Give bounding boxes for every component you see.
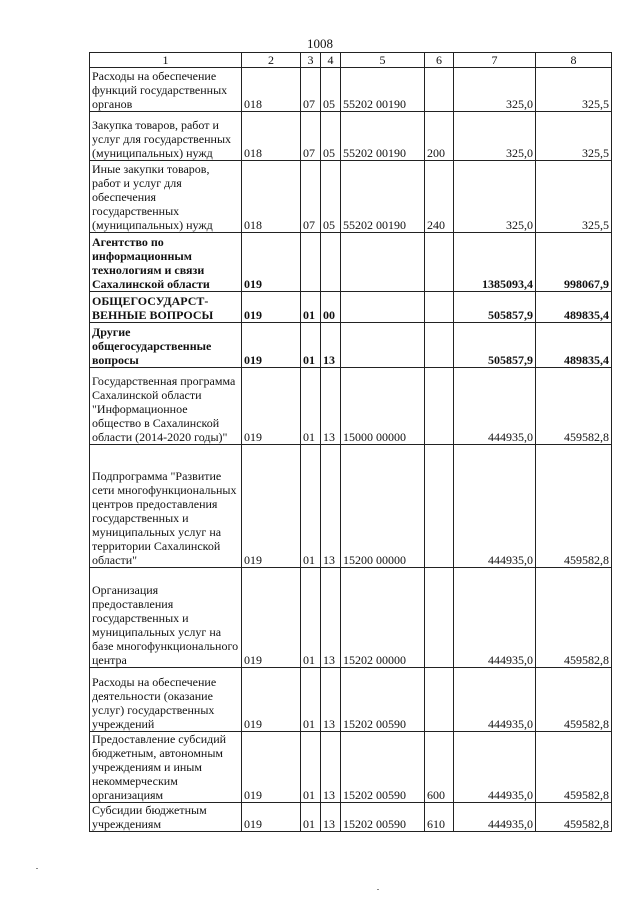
column-header: 3: [301, 53, 321, 68]
item-name-cell: Государственная программа Сахалинской области "Информационное общество в Сахалинской области (2014-2020 годы)": [90, 368, 242, 445]
expense-type-cell: 240: [425, 161, 454, 233]
admin-code-cell: 018: [242, 112, 301, 161]
item-name-cell: Предоставление субсидий бюджетным, автономным учреждениям и иным некоммерческим организациям: [90, 732, 242, 803]
target-code-cell: [341, 292, 425, 323]
table-row: [90, 323, 612, 368]
table-row: [90, 803, 612, 832]
expense-type-cell: [425, 68, 454, 112]
amount-col8-cell: 459582,8: [536, 803, 612, 832]
table-row: [90, 112, 612, 161]
expense-type-cell: [425, 368, 454, 445]
amount-col7-cell: 444935,0: [454, 568, 536, 668]
expense-type-cell: 610: [425, 803, 454, 832]
subsection-code-cell: 13: [321, 445, 341, 568]
table-row: [90, 68, 612, 112]
admin-code-cell: 019: [242, 233, 301, 292]
column-header: 5: [341, 53, 425, 68]
target-code-cell: 15200 00000: [341, 445, 425, 568]
budget-table: [89, 52, 612, 832]
table-row: [90, 292, 612, 323]
table-row: [90, 445, 612, 568]
admin-code-cell: 019: [242, 568, 301, 668]
admin-code-cell: 019: [242, 732, 301, 803]
amount-col7-cell: 444935,0: [454, 732, 536, 803]
amount-col8-cell: 459582,8: [536, 668, 612, 732]
section-code-cell: 01: [301, 803, 321, 832]
subsection-code-cell: 00: [321, 292, 341, 323]
table-row: [90, 732, 612, 803]
amount-col8-cell: 489835,4: [536, 292, 612, 323]
section-code-cell: 01: [301, 668, 321, 732]
target-code-cell: 55202 00190: [341, 161, 425, 233]
subsection-code-cell: 13: [321, 568, 341, 668]
section-code-cell: 01: [301, 568, 321, 668]
expense-type-cell: 600: [425, 732, 454, 803]
amount-col8-cell: 998067,9: [536, 233, 612, 292]
expense-type-cell: [425, 445, 454, 568]
target-code-cell: [341, 233, 425, 292]
item-name-cell: Организация предоставления государственных и муниципальных услуг на базе многофункционального центра: [90, 568, 242, 668]
amount-col7-cell: 325,0: [454, 161, 536, 233]
column-header: 6: [425, 53, 454, 68]
admin-code-cell: 019: [242, 803, 301, 832]
amount-col8-cell: 459582,8: [536, 368, 612, 445]
subsection-code-cell: 05: [321, 112, 341, 161]
amount-col7-cell: 325,0: [454, 68, 536, 112]
amount-col8-cell: 325,5: [536, 112, 612, 161]
section-code-cell: 01: [301, 445, 321, 568]
target-code-cell: 15202 00000: [341, 568, 425, 668]
section-code-cell: 01: [301, 368, 321, 445]
target-code-cell: 15202 00590: [341, 732, 425, 803]
amount-col8-cell: 325,5: [536, 161, 612, 233]
subsection-code-cell: 05: [321, 161, 341, 233]
amount-col8-cell: 459582,8: [536, 732, 612, 803]
item-name-cell: ОБЩЕГОСУДАРСТ-ВЕННЫЕ ВОПРОСЫ: [90, 292, 242, 323]
admin-code-cell: 019: [242, 292, 301, 323]
target-code-cell: 15000 00000: [341, 368, 425, 445]
subsection-code-cell: 13: [321, 803, 341, 832]
subsection-code-cell: 13: [321, 323, 341, 368]
column-header: 4: [321, 53, 341, 68]
expense-type-cell: [425, 568, 454, 668]
table-row: [90, 161, 612, 233]
target-code-cell: 55202 00190: [341, 68, 425, 112]
amount-col8-cell: 459582,8: [536, 445, 612, 568]
subsection-code-cell: [321, 233, 341, 292]
subsection-code-cell: 05: [321, 68, 341, 112]
amount-col7-cell: 444935,0: [454, 668, 536, 732]
subsection-code-cell: 13: [321, 668, 341, 732]
amount-col8-cell: 489835,4: [536, 323, 612, 368]
item-name-cell: Субсидии бюджетным учреждениям: [90, 803, 242, 832]
section-code-cell: 01: [301, 292, 321, 323]
expense-type-cell: 200: [425, 112, 454, 161]
section-code-cell: 01: [301, 732, 321, 803]
item-name-cell: Другие общегосударственные вопросы: [90, 323, 242, 368]
amount-col7-cell: 505857,9: [454, 323, 536, 368]
table-row: [90, 668, 612, 732]
expense-type-cell: [425, 233, 454, 292]
section-code-cell: 01: [301, 323, 321, 368]
subsection-code-cell: 13: [321, 732, 341, 803]
subsection-code-cell: 13: [321, 368, 341, 445]
column-header: 7: [454, 53, 536, 68]
amount-col7-cell: 505857,9: [454, 292, 536, 323]
section-code-cell: 07: [301, 161, 321, 233]
amount-col7-cell: 1385093,4: [454, 233, 536, 292]
table-row: [90, 233, 612, 292]
column-header: 8: [536, 53, 612, 68]
item-name-cell: Иные закупки товаров, работ и услуг для обеспечения государственных (муниципальных) нужд: [90, 161, 242, 233]
section-code-cell: 07: [301, 112, 321, 161]
section-code-cell: 07: [301, 68, 321, 112]
expense-type-cell: [425, 668, 454, 732]
amount-col7-cell: 444935,0: [454, 368, 536, 445]
item-name-cell: Расходы на обеспечение функций государственных органов: [90, 68, 242, 112]
admin-code-cell: 018: [242, 161, 301, 233]
amount-col7-cell: 444935,0: [454, 445, 536, 568]
column-header: 2: [242, 53, 301, 68]
amount-col8-cell: 459582,8: [536, 568, 612, 668]
table-row: [90, 568, 612, 668]
item-name-cell: Подпрограмма "Развитие сети многофункциональных центров предоставления государственных и муниципальных услуг на территории Сахалинской области": [90, 445, 242, 568]
admin-code-cell: 018: [242, 68, 301, 112]
target-code-cell: [341, 323, 425, 368]
item-name-cell: Расходы на обеспечение деятельности (оказание услуг) государственных учреждений: [90, 668, 242, 732]
scan-speck: [36, 868, 38, 869]
expense-type-cell: [425, 292, 454, 323]
scan-speck: [377, 889, 379, 890]
admin-code-cell: 019: [242, 445, 301, 568]
column-number-row: [90, 53, 612, 68]
amount-col7-cell: 325,0: [454, 112, 536, 161]
admin-code-cell: 019: [242, 323, 301, 368]
amount-col7-cell: 444935,0: [454, 803, 536, 832]
admin-code-cell: 019: [242, 668, 301, 732]
table-row: [90, 368, 612, 445]
expense-type-cell: [425, 323, 454, 368]
item-name-cell: Агентство по информационным технологиям и связи Сахалинской области: [90, 233, 242, 292]
target-code-cell: 55202 00190: [341, 112, 425, 161]
page-number: 1008: [307, 36, 333, 51]
target-code-cell: 15202 00590: [341, 668, 425, 732]
amount-col8-cell: 325,5: [536, 68, 612, 112]
column-header: 1: [90, 53, 242, 68]
item-name-cell: Закупка товаров, работ и услуг для государственных (муниципальных) нужд: [90, 112, 242, 161]
target-code-cell: 15202 00590: [341, 803, 425, 832]
section-code-cell: [301, 233, 321, 292]
admin-code-cell: 019: [242, 368, 301, 445]
